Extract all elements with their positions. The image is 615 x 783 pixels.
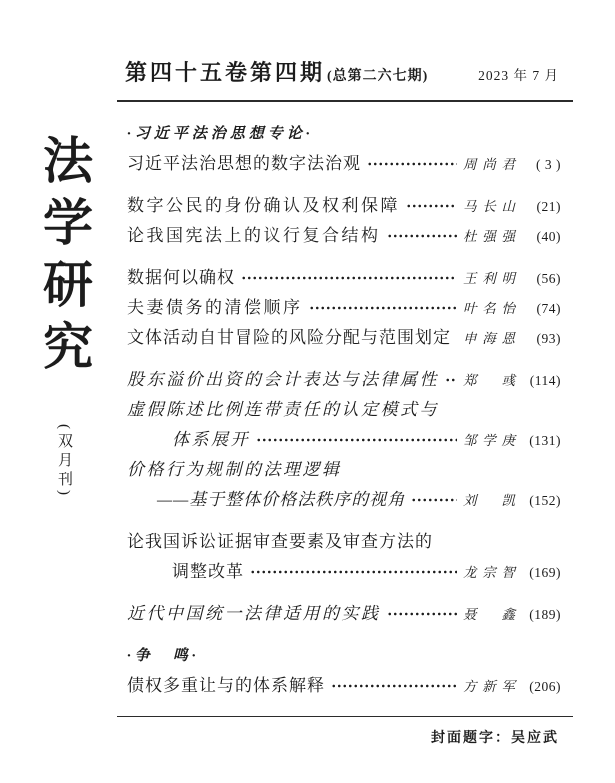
article-author: 王利明 — [463, 271, 515, 286]
cover-calligraphy-credit: 封面题字：吴应武 — [431, 729, 559, 745]
article-author: 马长山 — [463, 199, 515, 214]
article-author: 申海恩 — [463, 331, 515, 346]
article-page-number: (21) — [536, 199, 561, 214]
dot-leader — [411, 497, 457, 503]
article-page-number: (169) — [529, 565, 561, 580]
article-title: 虚假陈述比例连带责任的认定模式与 — [127, 400, 439, 419]
dot-leader — [331, 683, 457, 689]
article-title: 股东溢价出资的会计表达与法律属性 — [127, 370, 439, 389]
dot-leader — [445, 377, 457, 383]
article-page-number: (93) — [536, 331, 561, 346]
journal-frequency: (双月刊) — [56, 424, 72, 499]
article-title: 数据何以确权 — [127, 268, 235, 287]
article-page-number: (131) — [529, 433, 561, 448]
toc-section-heading — [117, 119, 573, 149]
dot-leader — [250, 569, 457, 575]
toc-row — [117, 191, 573, 221]
toc-row — [117, 365, 573, 395]
toc-list — [117, 119, 573, 701]
article-title: 论我国诉讼证据审查要素及审查方法的 — [127, 532, 433, 551]
volume-issue-label: 第四十五卷第四期 — [125, 60, 326, 85]
article-title: 调整改革 — [172, 562, 244, 581]
footer-rule — [117, 716, 573, 717]
toc-row — [117, 599, 573, 629]
dot-leader — [387, 233, 458, 239]
article-title: 数字公民的身份确认及权利保障 — [127, 196, 400, 215]
journal-masthead — [30, 134, 100, 764]
journal-title-calligraphy: 法学研究 — [35, 134, 94, 382]
toc-section-heading — [117, 641, 573, 671]
article-page-number: (189) — [529, 607, 561, 622]
article-author: 方新军 — [463, 679, 515, 694]
dot-leader — [241, 275, 457, 281]
article-title: 论我国宪法上的议行复合结构 — [127, 226, 381, 245]
article-title: 夫妻债务的清偿顺序 — [127, 298, 303, 317]
article-page-number: (74) — [536, 301, 561, 316]
toc-row — [117, 149, 573, 179]
dot-leader — [387, 611, 458, 617]
article-author: 龙宗智 — [463, 565, 515, 580]
article-title: 习近平法治思想的数字法治观 — [127, 154, 361, 173]
whole-number-label: (总第二六七期) — [327, 69, 429, 84]
article-author: 叶名怡 — [463, 301, 515, 316]
article-author: 刘 凯 — [463, 493, 515, 508]
toc-row — [117, 671, 573, 701]
toc-row — [117, 527, 573, 557]
article-title: 体系展开 — [172, 430, 250, 449]
toc-row — [117, 323, 573, 353]
dot-leader — [309, 305, 458, 311]
article-title: 近代中国统一法律适用的实践 — [127, 604, 381, 623]
section-heading-text: ·习近平法治思想专论· — [127, 126, 314, 142]
toc-row — [117, 293, 573, 323]
toc-row — [117, 557, 573, 587]
article-title: 债权多重让与的体系解释 — [127, 676, 325, 695]
article-author: 邹学庚 — [463, 433, 515, 448]
article-author: 聂 鑫 — [463, 607, 515, 622]
dot-leader — [406, 203, 457, 209]
article-page-number: ( 3 ) — [536, 157, 561, 172]
article-title: ——基于整体价格法秩序的视角 — [157, 490, 406, 509]
section-heading-text: ·争 鸣· — [127, 648, 200, 664]
article-page-number: (152) — [529, 493, 561, 508]
issue-header — [117, 56, 573, 102]
toc-row — [117, 455, 573, 485]
dot-leader — [256, 437, 457, 443]
article-author: 郑 彧 — [463, 373, 515, 388]
article-page-number: (40) — [536, 229, 561, 244]
article-title: 文体活动自甘冒险的风险分配与范围划定 — [127, 328, 451, 347]
toc-row — [117, 485, 573, 515]
toc-row — [117, 425, 573, 455]
article-page-number: (114) — [529, 373, 561, 388]
article-page-number: (56) — [536, 271, 561, 286]
toc-row — [117, 221, 573, 251]
article-title: 价格行为规制的法理逻辑 — [127, 460, 342, 479]
toc-row — [117, 263, 573, 293]
toc-row — [117, 395, 573, 425]
issue-date: 2023 年 7 月 — [478, 68, 559, 83]
dot-leader — [367, 161, 457, 167]
article-author: 杜强强 — [463, 229, 515, 244]
article-author: 周尚君 — [463, 157, 515, 172]
article-page-number: (206) — [529, 679, 561, 694]
